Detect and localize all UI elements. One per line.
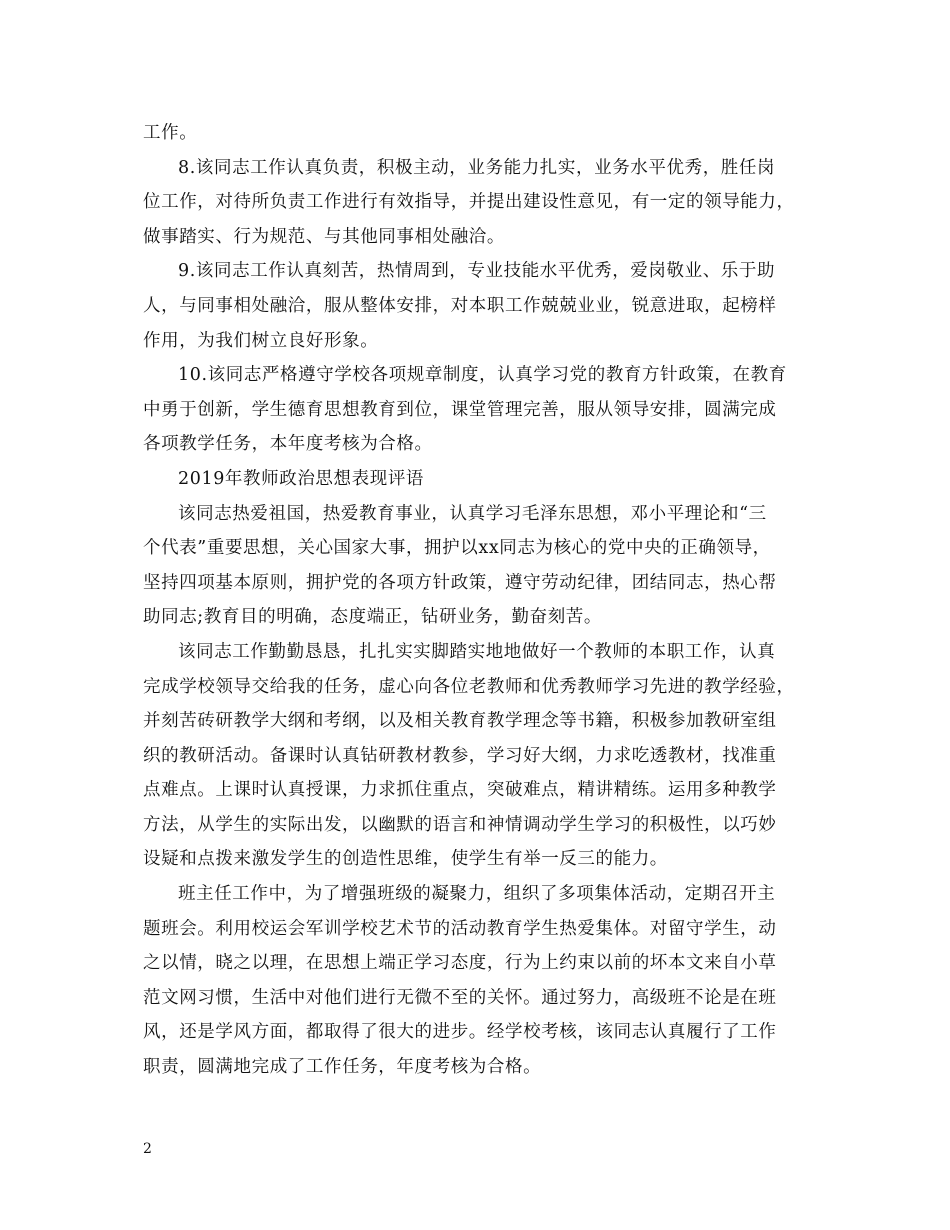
text-line: 范文网习惯，生活中对他们进行无微不至的关怀。通过努力，高级班不论是在班 — [143, 987, 777, 1008]
page-number: 2 — [143, 1141, 152, 1157]
text-line: 人，与同事相处融洽，服从整体安排，对本职工作兢兢业业，锐意进取，起榜样 — [143, 295, 777, 316]
text-line: 点难点。上课时认真授课，力求抓住重点，突破难点，精讲精练。运用多种教学 — [143, 780, 777, 801]
text-line: 之以情，晓之以理，在思想上端正学习态度，行为上约束以前的坏本文来自小草 — [143, 953, 777, 974]
text-line: 个代表”重要思想，关心国家大事，拥护以xx同志为核心的党中央的正确领导， — [143, 538, 771, 559]
document-body — [143, 116, 823, 1085]
text-line: 职责，圆满地完成了工作任务，年度考核为合格。 — [143, 1057, 542, 1078]
paragraph — [143, 254, 823, 358]
paragraph — [143, 497, 823, 635]
paragraph — [143, 116, 823, 151]
text-line: 风，还是学风方面，都取得了很大的进步。经学校考核，该同志认真履行了工作 — [143, 1022, 777, 1043]
text-line: 2019年教师政治思想表现评语 — [178, 468, 425, 489]
text-line: 织的教研活动。备课时认真钻研教材教参，学习好大纲，力求吃透教材，找准重 — [143, 745, 777, 766]
text-line: 助同志;教育目的明确，态度端正，钻研业务，勤奋刻苦。 — [143, 607, 602, 628]
text-line: 位工作，对待所负责工作进行有效指导，并提出建设性意见，有一定的领导能力， — [143, 192, 795, 213]
text-line: 中勇于创新，学生德育思想教育到位，课堂管理完善，服从领导安排，圆满完成 — [143, 399, 777, 420]
text-line: 并刻苦砖研教学大纲和考纲，以及相关教育教学理念等书籍，积极参加教研室组 — [143, 711, 777, 732]
text-line: 题班会。利用校运会军训学校艺术节的活动教育学生热爱集体。对留守学生，动 — [143, 918, 777, 939]
text-line: 8.该同志工作认真负责，积极主动，业务能力扎实，业务水平优秀，胜任岗 — [178, 157, 776, 178]
text-line: 各项教学任务，本年度考核为合格。 — [143, 434, 433, 455]
text-line: 班主任工作中，为了增强班级的凝聚力，组织了多项集体活动，定期召开主 — [178, 884, 776, 905]
text-line: 9.该同志工作认真刻苦，热情周到，专业技能水平优秀，爱岗敬业、乐于助 — [178, 261, 776, 282]
text-line: 设疑和点拨来激发学生的创造性思维，使学生有举一反三的能力。 — [143, 849, 668, 870]
text-line: 做事踏实、行为规范、与其他同事相处融洽。 — [143, 226, 505, 247]
paragraph — [143, 877, 823, 1085]
section-heading — [143, 462, 823, 497]
text-line: 作用，为我们树立良好形象。 — [143, 330, 379, 351]
paragraph — [143, 635, 823, 877]
text-line: 方法，从学生的实际出发，以幽默的语言和神情调动学生学习的积极性，以巧妙 — [143, 814, 777, 835]
text-line: 10.该同志严格遵守学校各项规章制度，认真学习党的教育方针政策，在教育 — [178, 365, 787, 386]
text-line: 完成学校领导交给我的任务，虚心向各位老教师和优秀教师学习先进的教学经验， — [143, 676, 795, 697]
text-line: 该同志热爱祖国，热爱教育事业，认真学习毛泽东思想，邓小平理论和“三 — [178, 503, 767, 524]
text-line: 该同志工作勤勤恳恳，扎扎实实脚踏实地地做好一个教师的本职工作，认真 — [178, 641, 776, 662]
text-line: 工作。 — [143, 123, 198, 143]
paragraph — [143, 358, 823, 462]
text-line: 坚持四项基本原则，拥护党的各项方针政策，遵守劳动纪律，团结同志，热心帮 — [143, 572, 777, 593]
paragraph — [143, 151, 823, 255]
